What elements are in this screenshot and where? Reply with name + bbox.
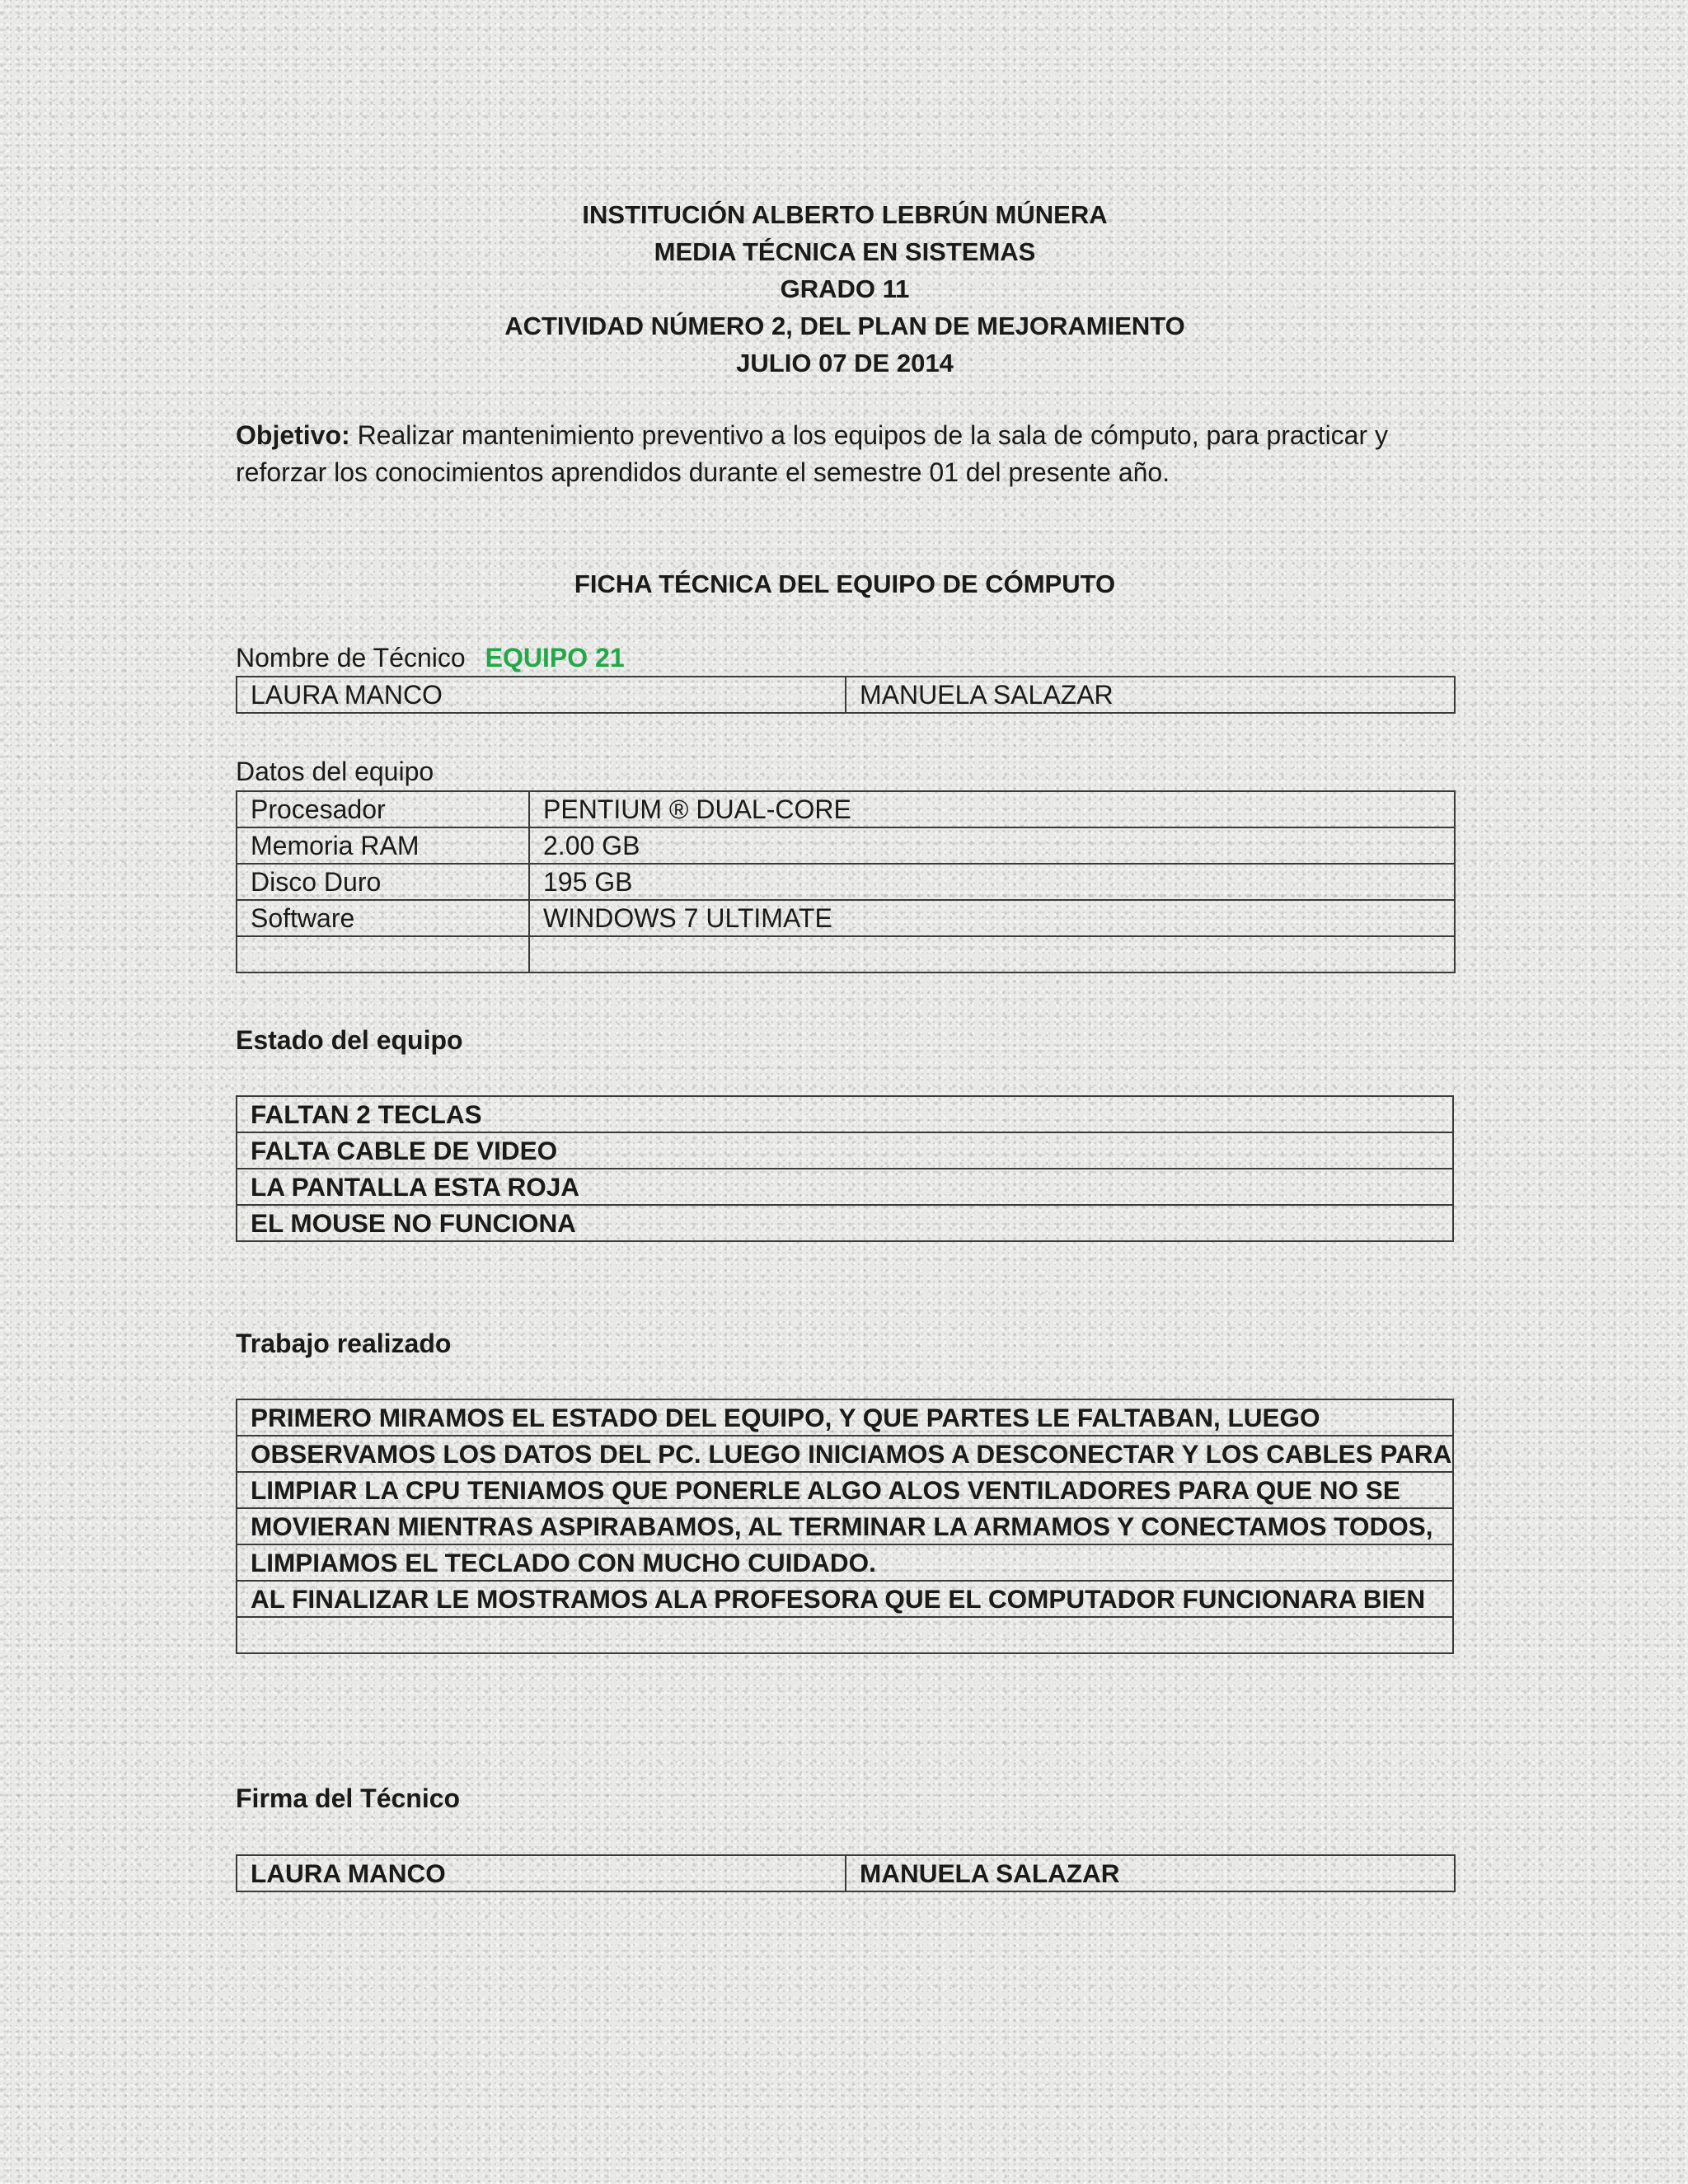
technician-name-2: MANUELA SALAZAR	[846, 677, 1455, 713]
objective-text: Realizar mantenimiento preventivo a los equipos de la sala de cómputo, para practicar y reforzar los conocimientos aprendidos durante el semestre 01 del presente año.	[236, 420, 1389, 487]
work-line: LIMPIAMOS EL TECLADO CON MUCHO CUIDADO.	[237, 1544, 1453, 1581]
equipment-table	[236, 790, 1456, 973]
work-line: AL FINALIZAR LE MOSTRAMOS ALA PROFESORA QUE EL COMPUTADOR FUNCIONARA BIEN	[237, 1581, 1453, 1617]
work-line: OBSERVAMOS LOS DATOS DEL PC. LUEGO INICIAMOS A DESCONECTAR Y LOS CABLES PARA	[237, 1436, 1453, 1472]
state-label: Estado del equipo	[236, 1025, 463, 1055]
header-grade: GRADO 11	[780, 274, 910, 303]
header-date: JULIO 07 DE 2014	[736, 349, 954, 377]
table-row	[237, 900, 1455, 936]
equipment-value: PENTIUM ® DUAL-CORE	[529, 791, 1455, 827]
technician-table	[236, 676, 1456, 714]
header-program: MEDIA TÉCNICA EN SISTEMAS	[654, 237, 1036, 266]
table-row	[237, 1096, 1453, 1132]
work-table	[236, 1399, 1454, 1654]
technician-label: Nombre de Técnico	[236, 643, 466, 673]
table-row	[237, 1132, 1453, 1169]
table-row	[237, 1508, 1453, 1544]
technician-label-row	[236, 640, 625, 676]
table-row	[237, 936, 1455, 972]
work-line: PRIMERO MIRAMOS EL ESTADO DEL EQUIPO, Y QUE PARTES LE FALTABAN, LUEGO	[237, 1399, 1453, 1436]
header-institution: INSTITUCIÓN ALBERTO LEBRÚN MÚNERA	[582, 200, 1108, 229]
table-row	[237, 827, 1455, 864]
work-line: MOVIERAN MIENTRAS ASPIRABAMOS, AL TERMINAR LA ARMAMOS Y CONECTAMOS TODOS,	[237, 1508, 1453, 1544]
technician-name-1: LAURA MANCO	[237, 677, 846, 713]
signature-name-1: LAURA MANCO	[237, 1855, 846, 1891]
work-line: LIMPIAR LA CPU TENIAMOS QUE PONERLE ALGO ALOS VENTILADORES PARA QUE NO SE	[237, 1472, 1453, 1508]
equipment-value: 2.00 GB	[529, 827, 1455, 864]
table-row	[237, 1399, 1453, 1436]
work-label: Trabajo realizado	[236, 1329, 452, 1358]
equipment-label: Datos del equipo	[236, 757, 434, 786]
state-item: FALTAN 2 TECLAS	[237, 1096, 1453, 1132]
table-row	[237, 1205, 1453, 1241]
equipment-key: Software	[237, 900, 529, 936]
objective-paragraph	[236, 417, 1454, 491]
work-line	[237, 1617, 1453, 1653]
state-item: FALTA CABLE DE VIDEO	[237, 1132, 1453, 1169]
table-row	[237, 1169, 1453, 1205]
ficha-title: FICHA TÉCNICA DEL EQUIPO DE CÓMPUTO	[574, 569, 1116, 598]
objective-label: Objetivo:	[236, 420, 350, 450]
equipment-value: 195 GB	[529, 864, 1455, 900]
state-table	[236, 1095, 1454, 1242]
table-row	[237, 1581, 1453, 1617]
table-row	[237, 1436, 1453, 1472]
signature-name-2: MANUELA SALAZAR	[846, 1855, 1455, 1891]
equipment-key	[237, 936, 529, 972]
equipment-key: Procesador	[237, 791, 529, 827]
table-row	[237, 677, 1455, 713]
table-row	[237, 864, 1455, 900]
table-row	[237, 1617, 1453, 1653]
header-activity: ACTIVIDAD NÚMERO 2, DEL PLAN DE MEJORAMIENTO	[504, 312, 1185, 340]
signature-label: Firma del Técnico	[236, 1783, 461, 1813]
table-row	[237, 1855, 1455, 1891]
equipment-value: WINDOWS 7 ULTIMATE	[529, 900, 1455, 936]
state-item: EL MOUSE NO FUNCIONA	[237, 1205, 1453, 1241]
equipment-value	[529, 936, 1455, 972]
signature-table	[236, 1854, 1456, 1892]
state-item: LA PANTALLA ESTA ROJA	[237, 1169, 1453, 1205]
document-header	[236, 196, 1454, 382]
table-row	[237, 1472, 1453, 1508]
equipo-number: EQUIPO 21	[485, 643, 625, 673]
equipment-key: Memoria RAM	[237, 827, 529, 864]
equipment-key: Disco Duro	[237, 864, 529, 900]
table-row	[237, 791, 1455, 827]
table-row	[237, 1544, 1453, 1581]
